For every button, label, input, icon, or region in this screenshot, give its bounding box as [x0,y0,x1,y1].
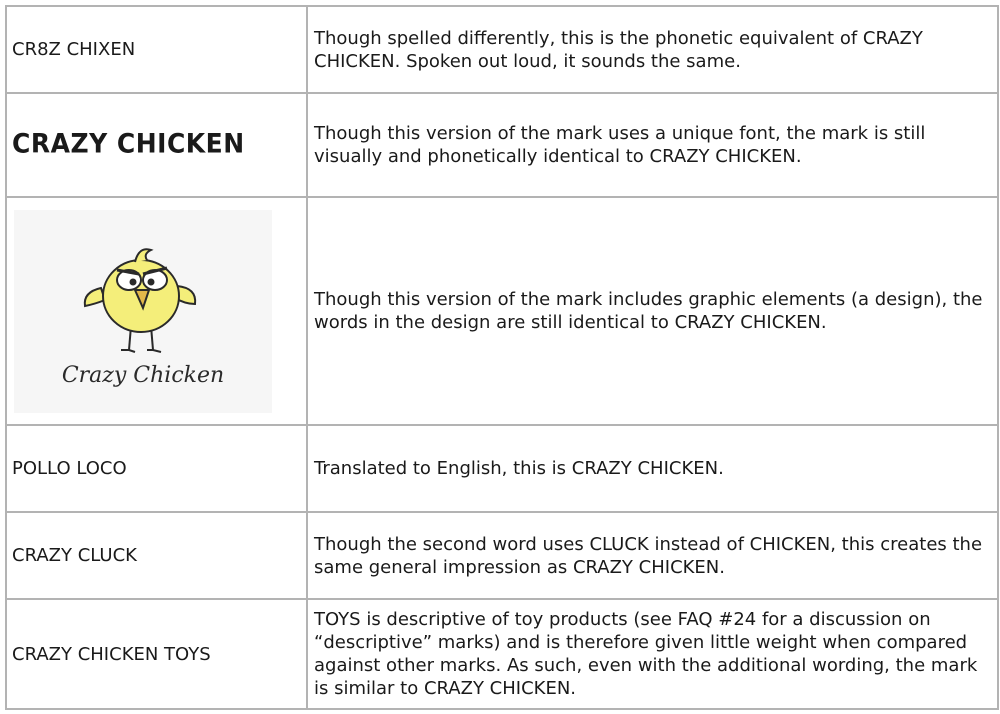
description-cell: Translated to English, this is CRAZY CHICKEN. [307,425,998,512]
crazy-chicken-logo [14,210,272,413]
mark-cell: POLLO LOCO [6,425,307,512]
table-row [6,599,998,709]
table-row [6,425,998,512]
table-row [6,93,998,197]
description-cell: Though the second word uses CLUCK instead of CHICKEN, this creates the same general impression as CRAZY CHICKEN. [307,512,998,599]
stylized-mark-text: CRAZY CHICKEN [12,128,245,159]
mark-cell [6,93,307,197]
description-cell: Though spelled differently, this is the phonetic equivalent of CRAZY CHICKEN. Spoken out loud, it sounds the same. [307,6,998,93]
description-cell [307,599,998,709]
mark-cell: CRAZY CLUCK [6,512,307,599]
mark-cell [6,197,307,425]
description-text: TOYS is descriptive of toy products (see [314,609,678,630]
chick-icon [43,226,243,396]
logo-lettering: Crazy Chicken [61,363,225,388]
table-row [6,197,998,425]
mark-cell: CRAZY CHICKEN TOYS [6,599,307,709]
description-text: for a discussion on “descriptive” marks) and is therefore given little weight when compared against other marks. As such, even with the additional wording, the mark is similar to CRAZY CHICKEN. [314,609,978,699]
table-row [6,6,998,93]
table-row [6,512,998,599]
faq-24-link[interactable]: FAQ #24 [677,609,757,630]
description-cell: Though this version of the mark includes graphic elements (a design), the words in the design are still identical to CRAZY CHICKEN. [307,197,998,425]
marks-comparison-table [5,5,999,710]
description-cell: Though this version of the mark uses a unique font, the mark is still visually and phonetically identical to CRAZY CHICKEN. [307,93,998,197]
mark-cell: CR8Z CHIXEN [6,6,307,93]
